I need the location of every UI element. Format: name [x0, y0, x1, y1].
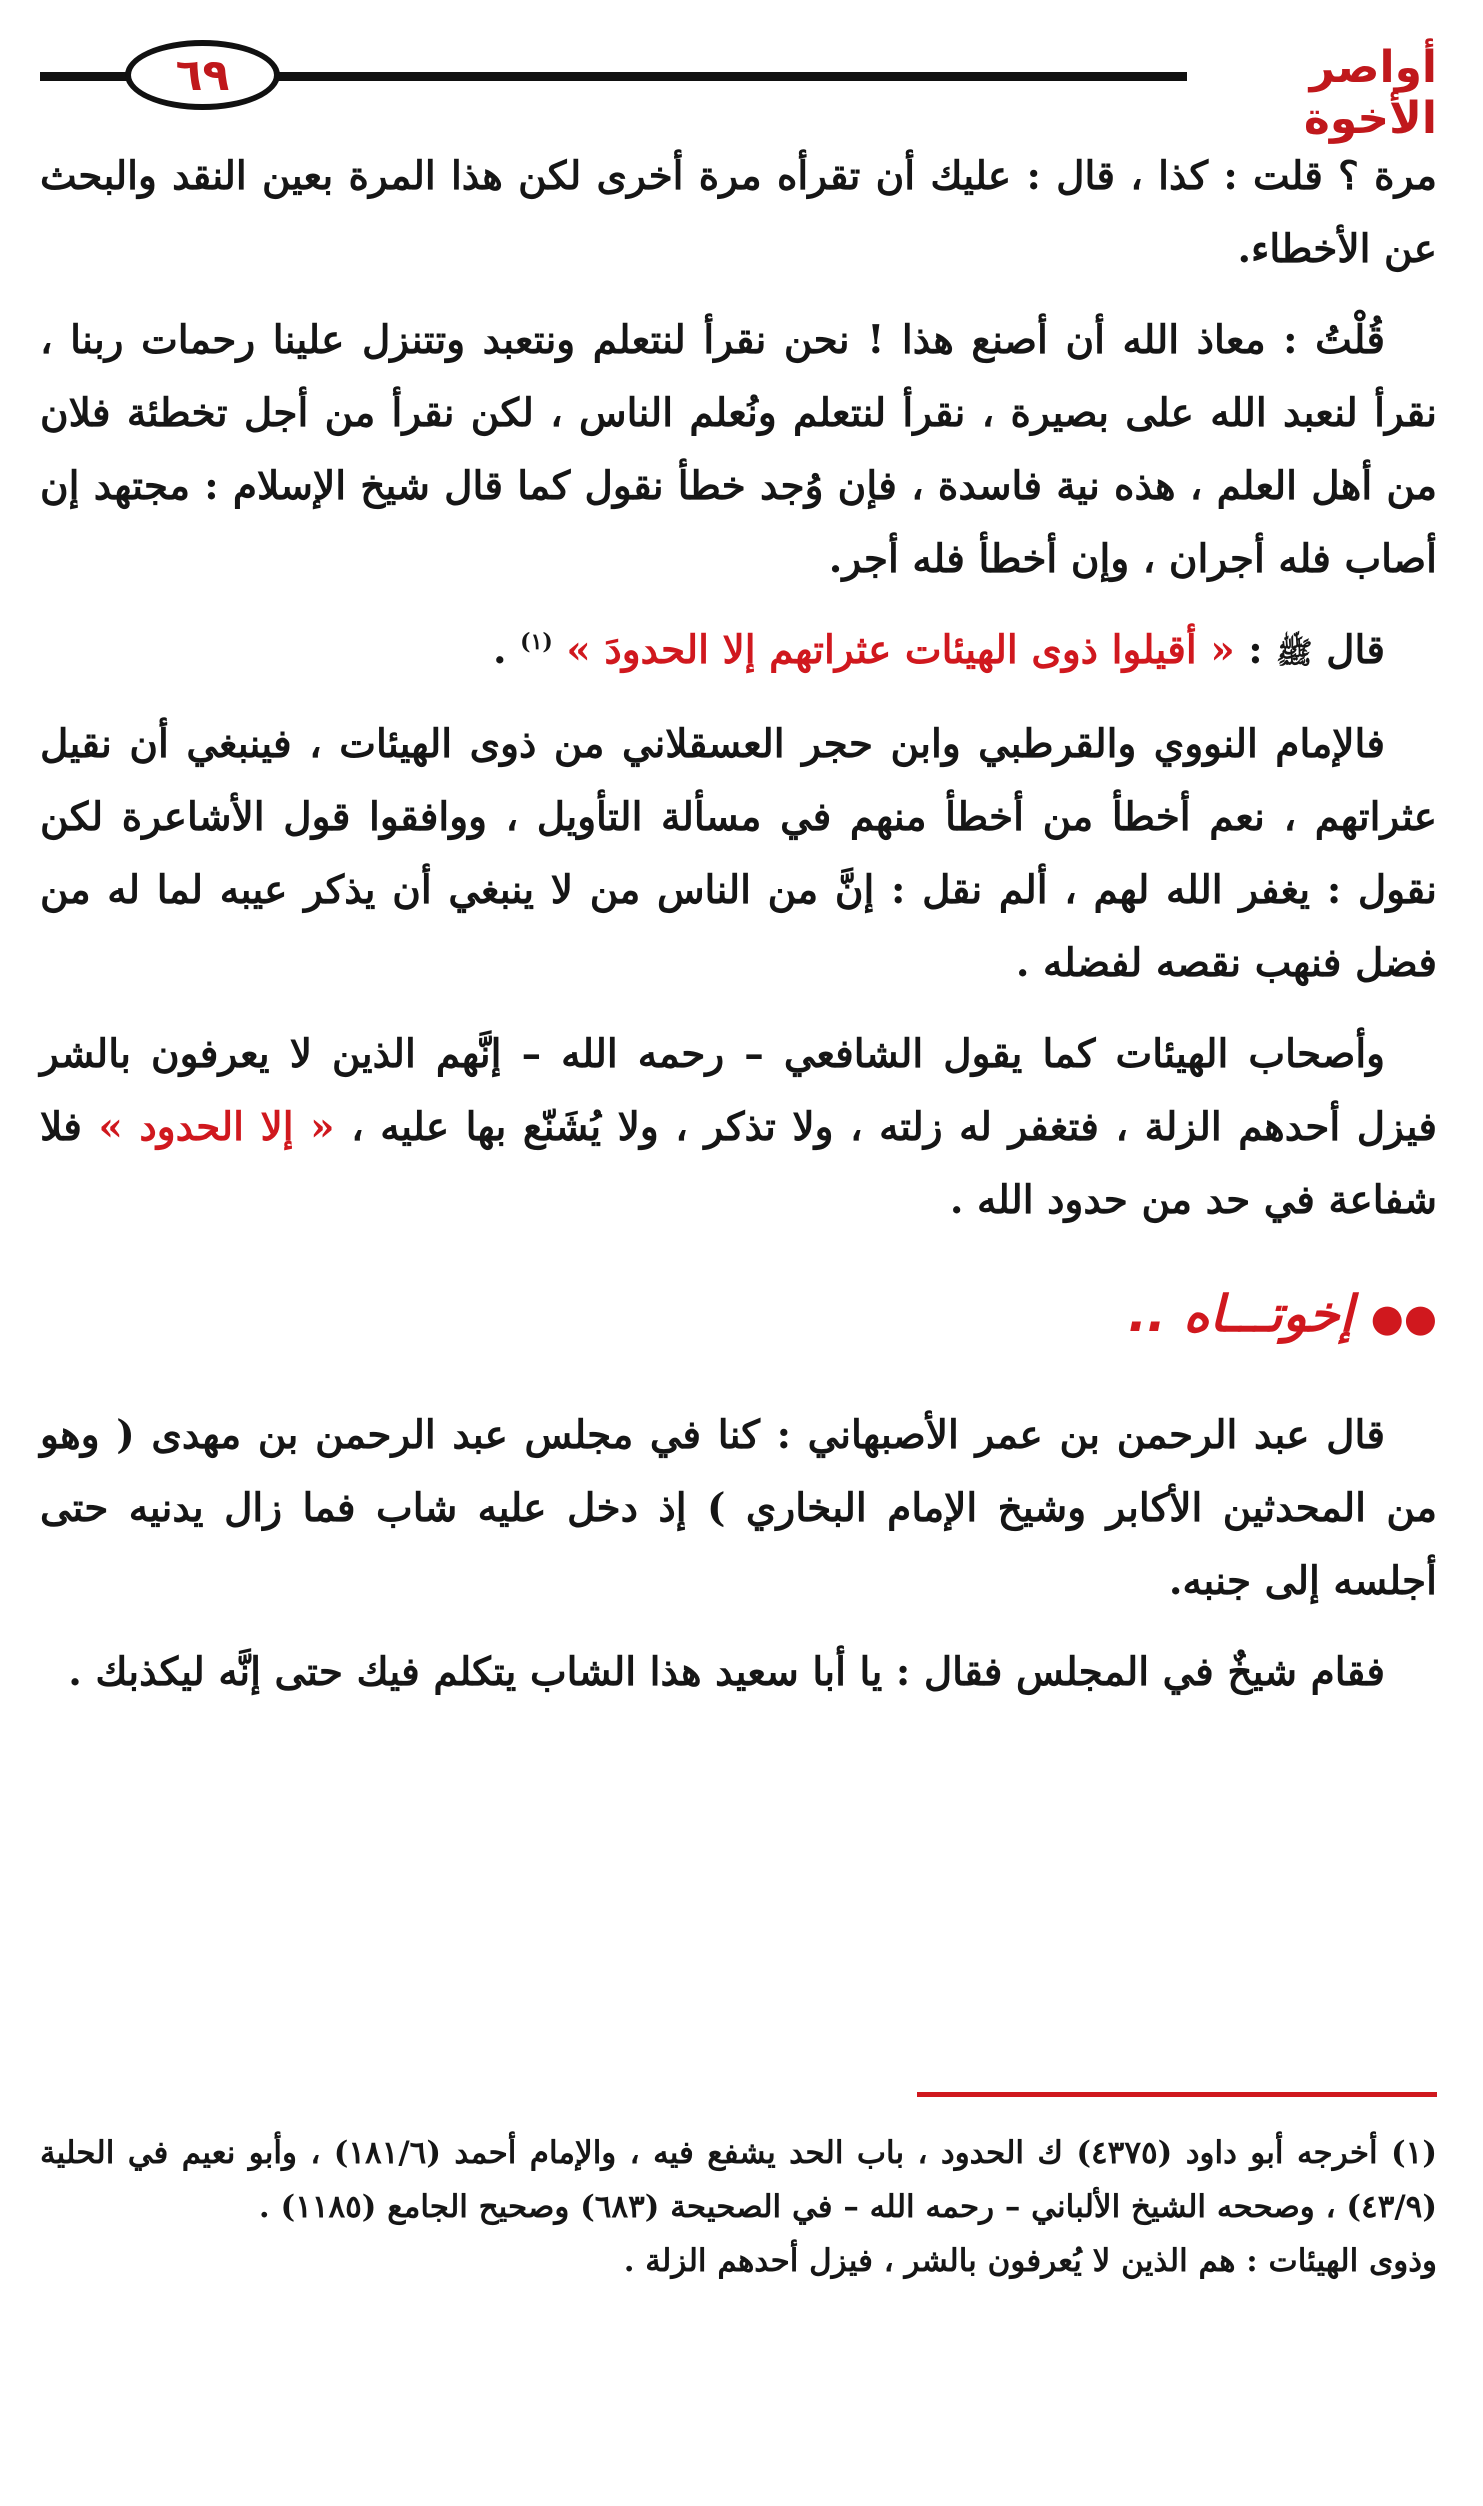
hadith-end: .	[493, 627, 521, 673]
page-header	[40, 38, 1437, 144]
salawat-glyph: ﷺ	[1276, 636, 1313, 671]
footnote-ref[interactable]: (١)	[520, 629, 553, 655]
paragraph-abdulrahman: قال عبد الرحمن بن عمر الأصبهاني : كنا في مجلس عبد الرحمن بن مهدى ( وهو من المحدثين الأكابر وشيخ الإمام البخاري ) إذ دخل عليه شاب فما زال يدنيه حتى أجلسه إلى جنبه.	[40, 1412, 1437, 1604]
page-body	[40, 140, 1437, 1727]
header-rule-left	[40, 72, 130, 81]
paragraph-ashab-before: وأصحاب الهيئات كما يقول الشافعي – رحمه الله – إنَّهم الذين لا يعرفون بالشر فيزل أحدهم الزلة ، فتغفر له زلته ، ولا تذكر ، ولا يُشَنّع بها عليه ،	[40, 1031, 1437, 1150]
hadith-colon: :	[1234, 627, 1277, 673]
paragraph-imams: فالإمام النووي والقرطبي وابن حجر العسقلاني من ذوى الهيئات ، فينبغي أن نقيل عثراتهم ، نعم أخطأ من أخطأ منهم في مسألة التأويل ، ووافقوا قول الأشاعرة لكن نقول : يغفر الله لهم ، ألم نقل : إنَّ من الناس من لا ينبغي أن يذكر عيبه لما له من فضل فنهب نقصه لفضله .	[40, 721, 1437, 986]
book-title: أواصر الأخوة	[1189, 42, 1437, 144]
illa-hudud-highlight: « إلا الحدود »	[98, 1104, 335, 1150]
footnote-divider	[917, 2092, 1437, 2097]
section-heading	[40, 1285, 1437, 1343]
bullet-dots-icon: ●●	[1370, 1296, 1437, 1340]
header-rule	[270, 72, 1187, 81]
footnote-note: وذوى الهيئات : هم الذين لا يُعرفون بالشر ، فيزل أحدهم الزلة .	[623, 2243, 1437, 2279]
hadith-prefix: قال	[1326, 627, 1385, 673]
section-title: إخوتـــاه ..	[1127, 1285, 1371, 1343]
paragraph-ashab-after: فلا شفاعة في حد من حدود الله .	[40, 1104, 1437, 1223]
page-number: ٦٩	[125, 40, 280, 110]
paragraph-continued: مرة ؟ قلت : كذا ، قال : عليك أن تقرأه مرة أخرى لكن هذا المرة بعين النقد والبحث عن الأخطاء.	[40, 153, 1437, 272]
footnotes	[40, 2126, 1437, 2288]
paragraph-ashab	[40, 1018, 1437, 1237]
paragraph-qultu: قُلْتُ : معاذ الله أن أصنع هذا ! نحن نقرأ لنتعلم ونتعبد وتتنزل علينا رحمات ربنا ، نقرأ لنعبد الله على بصيرة ، نقرأ لنتعلم ونُعلم الناس ، لكن نقرأ من أجل تخطئة فلان من أهل العلم ، هذه نية فاسدة ، فإن وُجد خطأ نقول كما قال شيخ الإسلام : مجتهد إن أصاب فله أجران ، وإن أخطأ فله أجر.	[40, 317, 1437, 582]
hadith-line	[40, 614, 1437, 690]
paragraph-shaykh: فقام شيخٌ في المجلس فقال : يا أبا سعيد هذا الشاب يتكلم فيك حتى إنَّه ليكذبك .	[68, 1649, 1385, 1695]
hadith-text: « أقيلوا ذوى الهيئات عثراتهم إلا الحدودَ »	[566, 627, 1235, 673]
footnote-1: (١) أخرجه أبو داود (٤٣٧٥) ك الحدود ، باب الحد يشفع فيه ، والإمام أحمد (١٨١/٦) ، وأبو نعيم في الحلية (٤٣/٩) ، وصححه الشيخ الألباني – رحمه الله – في الصحيحة (٦٨٣) وصحيح الجامع (١١٨٥) .	[40, 2135, 1437, 2225]
